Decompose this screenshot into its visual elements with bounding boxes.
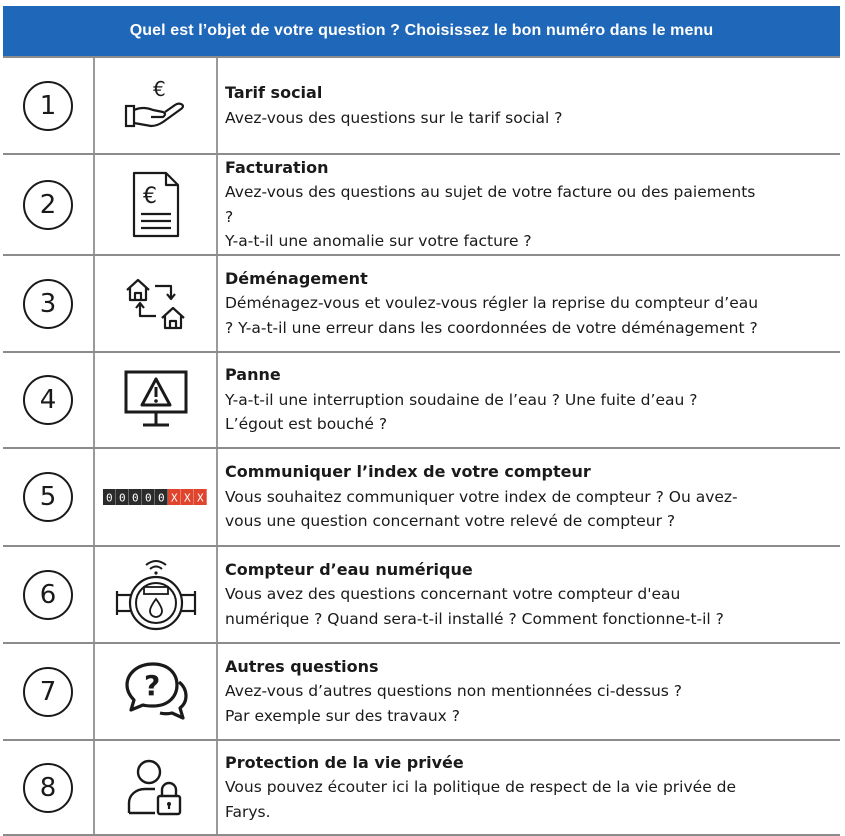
icon-cell: [95, 449, 218, 545]
row-description: Avez-vous des questions au sujet de votre facture ou des paiements ? Y-a-t-il une anomalie sur votre facture ?: [225, 183, 756, 250]
row-number-circle: [23, 180, 73, 230]
row-description: Vous pouvez écouter ici la politique de respect de la vie privée de Farys.: [225, 778, 737, 821]
meter-digit-label: 0: [157, 491, 165, 505]
row-text-cell: [225, 256, 830, 351]
row-text-cell: [225, 58, 830, 153]
row-number-cell: [3, 741, 95, 834]
row-text-cell: [225, 644, 830, 739]
row-title: Tarif social: [225, 83, 323, 102]
menu-row-5[interactable]: [3, 447, 840, 545]
icon-cell: [95, 256, 218, 351]
row-number-cell: [3, 256, 95, 351]
row-description: Avez-vous d’autres questions non mentionnées ci-dessus ? Par exemple sur des travaux ?: [225, 682, 683, 725]
menu-row-2[interactable]: [3, 153, 840, 254]
icon-cell: [95, 741, 218, 834]
row-number: 5: [39, 482, 57, 512]
row-number-circle: [23, 472, 73, 522]
row-number-cell: [3, 547, 95, 642]
euro-symbol: €: [152, 76, 166, 101]
icon-cell: [95, 644, 218, 739]
meter-digit-label: X: [196, 491, 204, 505]
meter-digit-label: 0: [131, 491, 139, 505]
row-text-cell: [225, 353, 830, 447]
row-number-circle: [23, 763, 73, 813]
icon-cell: [95, 353, 218, 447]
row-text-cell: [225, 155, 830, 254]
row-number-circle: [23, 81, 73, 131]
row-title: Protection de la vie privée: [225, 752, 464, 772]
euro-invoice-icon: [128, 170, 184, 240]
question-bubbles-icon: [123, 660, 189, 724]
meter-digit-label: X: [183, 491, 191, 505]
row-number-circle: [23, 667, 73, 717]
meter-digit-label: 0: [118, 491, 126, 505]
row-title: Panne: [225, 365, 281, 385]
row-title: Autres questions: [225, 656, 379, 676]
menu-row-4[interactable]: [3, 351, 840, 447]
digital-water-meter-icon: [113, 557, 199, 633]
page-header: [3, 6, 840, 56]
menu-row-3[interactable]: [3, 254, 840, 351]
row-number-cell: [3, 58, 95, 153]
menu-row-6[interactable]: [3, 545, 840, 642]
user-lock-icon: [125, 757, 187, 819]
row-text-cell: [225, 547, 830, 642]
meter-digit-label: X: [170, 491, 178, 505]
row-number: 8: [39, 772, 57, 803]
meter-digit-label: 0: [105, 491, 113, 505]
header-title: Quel est l’objet de votre question ? Choisissez le bon numéro dans le menu: [129, 22, 714, 39]
euro-hand-icon: [123, 76, 189, 136]
row-number: 7: [39, 676, 57, 707]
row-number-cell: [3, 644, 95, 739]
icon-cell: [95, 155, 218, 254]
row-description: Avez-vous des questions sur le tarif social ?: [225, 108, 563, 127]
row-number: 2: [39, 189, 57, 220]
row-description: Vous souhaitez communiquer votre index de compteur ? Ou avez- vous une question concernant votre relevé de compteur ?: [225, 487, 738, 531]
row-title: Facturation: [225, 157, 329, 177]
row-number: 3: [39, 288, 57, 319]
house-move-icon: [124, 276, 188, 332]
question-mark: ?: [143, 668, 160, 702]
row-title: Compteur d’eau numérique: [225, 559, 473, 579]
row-number: 6: [39, 579, 57, 610]
menu-row-8[interactable]: [3, 739, 840, 836]
meter-digit-label: 0: [144, 491, 152, 505]
menu-row-7[interactable]: [3, 642, 840, 739]
menu-row-1[interactable]: [3, 56, 840, 153]
icon-cell: [95, 58, 218, 153]
meter-index-icon: [103, 489, 209, 505]
row-title: Communiquer l’index de votre compteur: [225, 462, 591, 482]
row-number: 1: [39, 90, 57, 121]
row-text-cell: [225, 449, 830, 545]
row-number-circle: [23, 570, 73, 620]
row-number-circle: [23, 375, 73, 425]
row-description: Vous avez des questions concernant votre compteur d'eau numérique ? Quand sera-t-il installé ? Comment fonctionne-t-il ?: [225, 585, 724, 628]
icon-cell: [95, 547, 218, 642]
row-number-cell: [3, 353, 95, 447]
row-number-cell: [3, 155, 95, 254]
row-number-cell: [3, 449, 95, 545]
row-description: Déménagez-vous et voulez-vous régler la reprise du compteur d’eau ? Y-a-t-il une erreur dans les coordonnées de votre déménagement ?: [225, 294, 759, 337]
row-text-cell: [225, 741, 830, 834]
warning-monitor-icon: [123, 367, 189, 433]
euro-symbol: €: [142, 183, 157, 209]
row-title: Déménagement: [225, 268, 368, 288]
row-number-circle: [23, 279, 73, 329]
row-description: Y-a-t-il une interruption soudaine de l’eau ? Une fuite d’eau ? L’égout est bouché ?: [225, 390, 698, 434]
row-number: 4: [39, 385, 57, 415]
